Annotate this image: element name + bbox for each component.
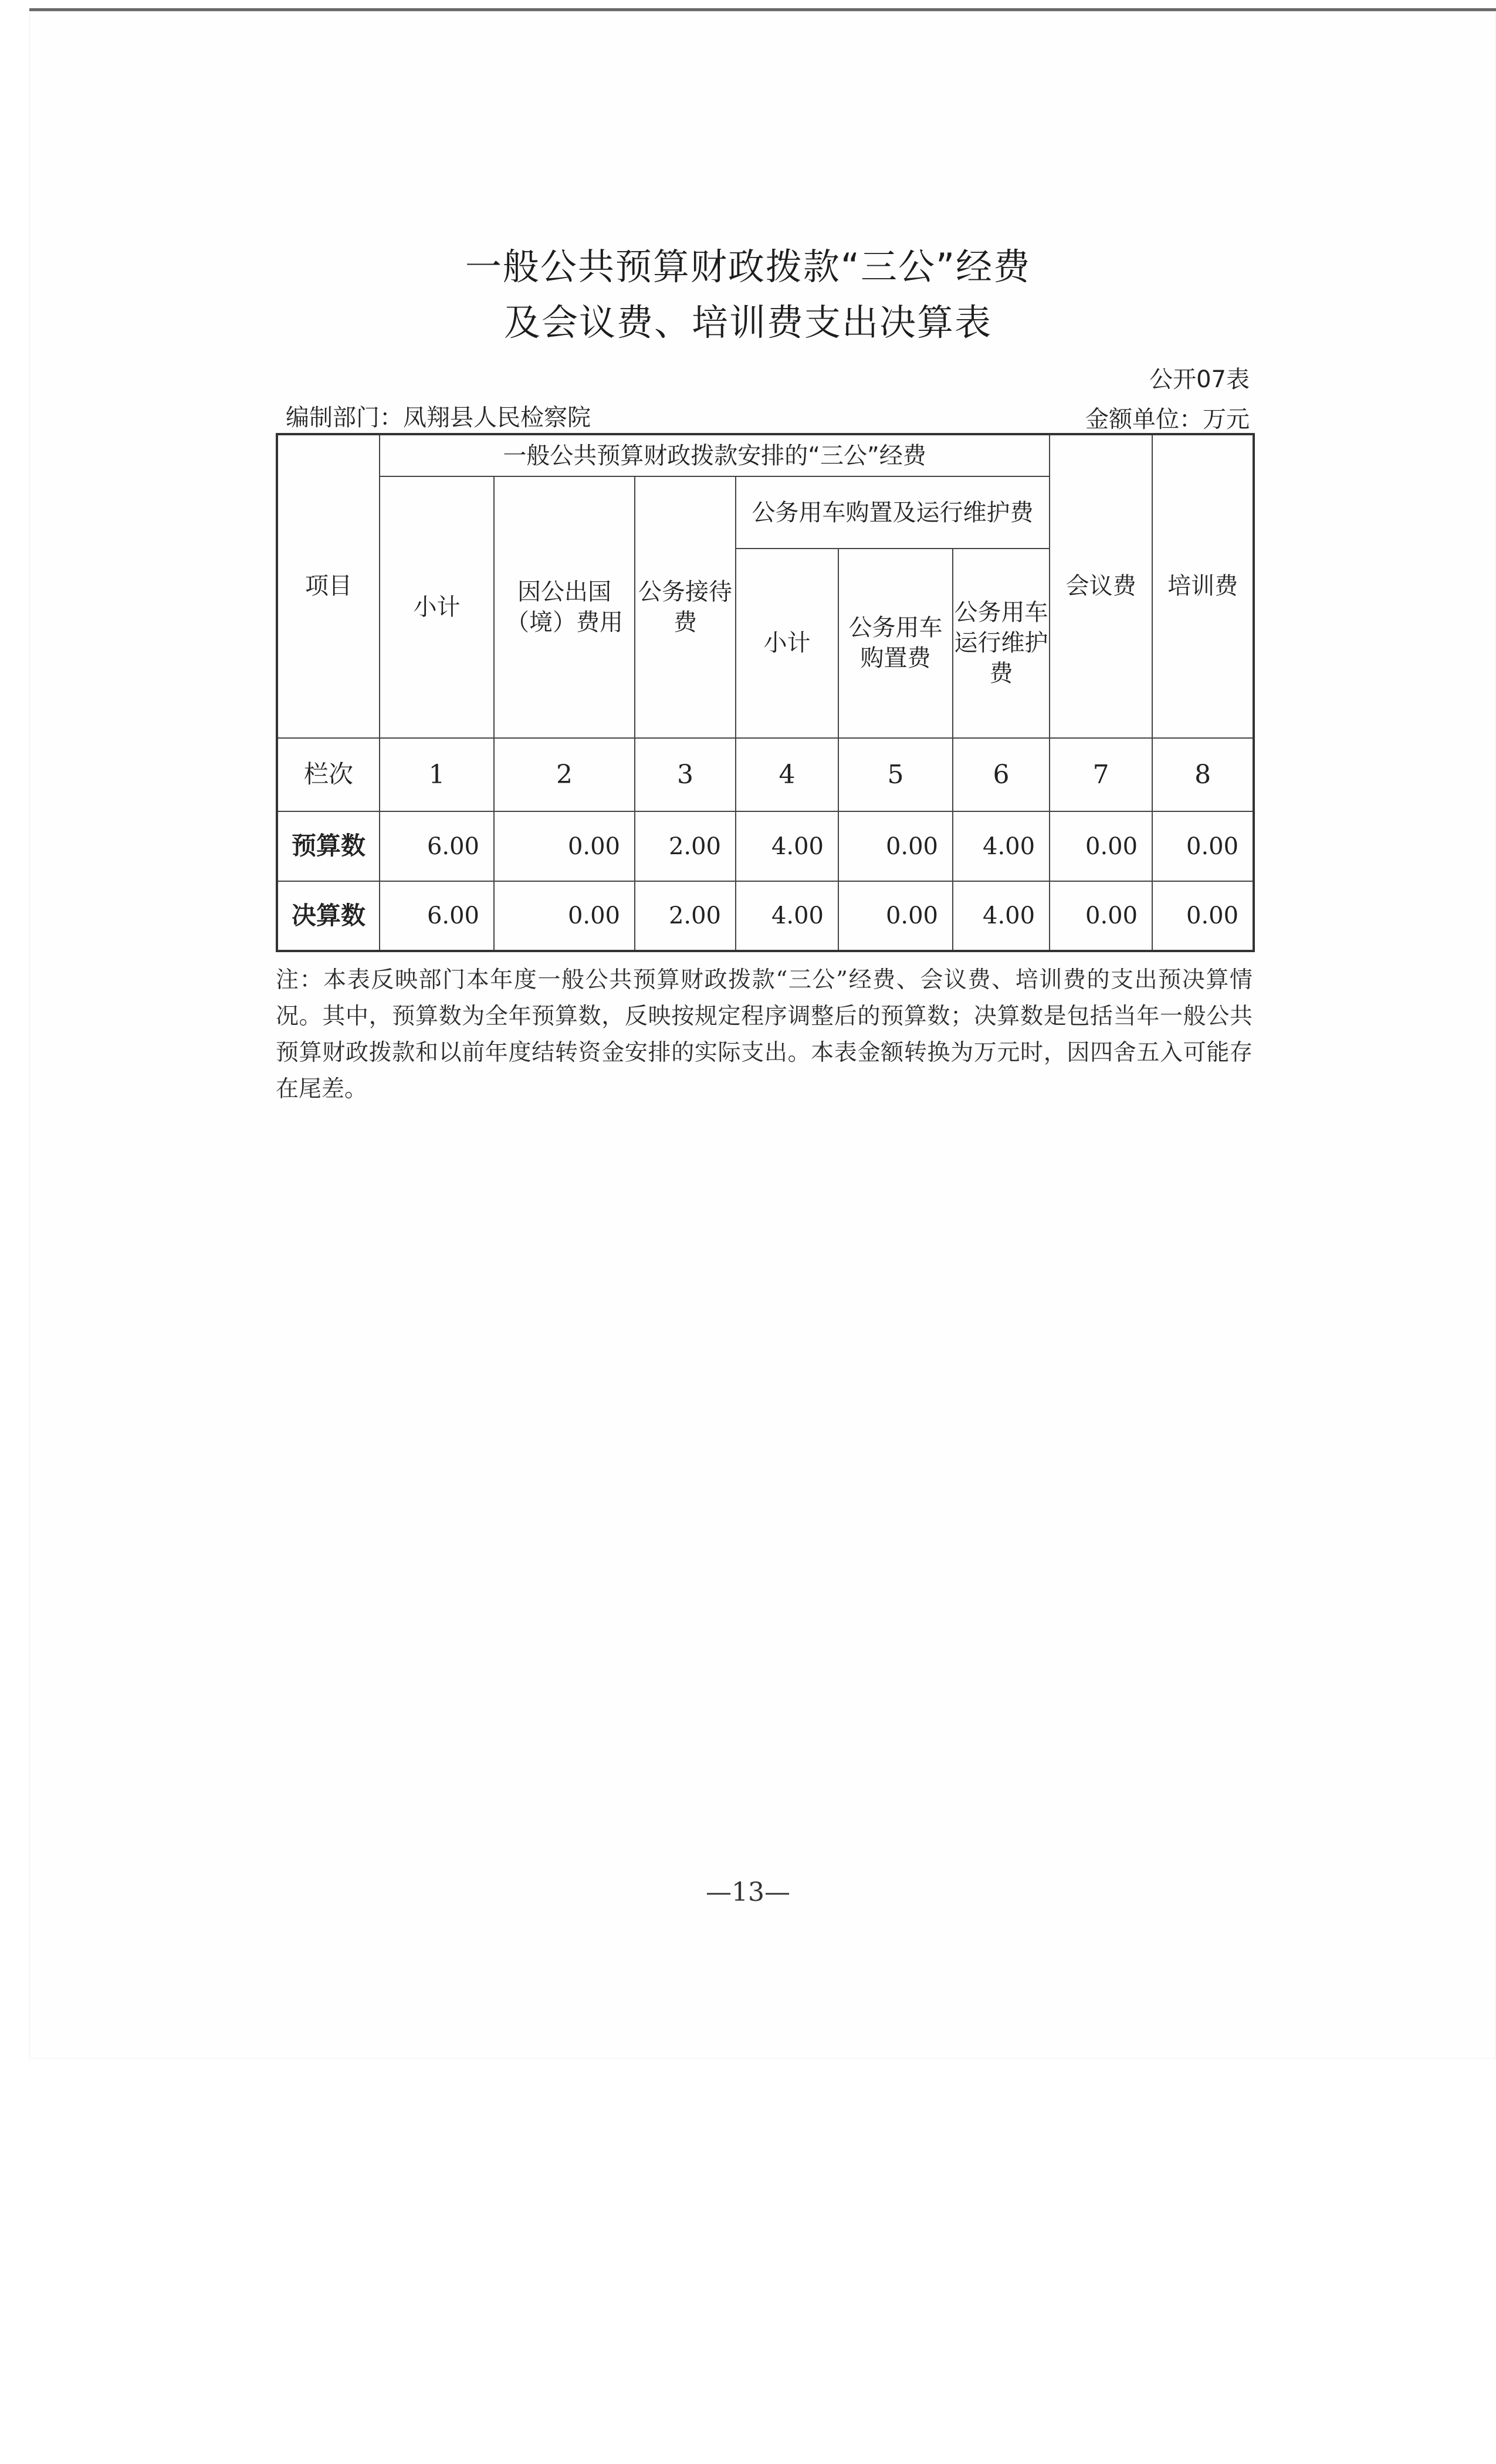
header-vehicle-group: 公务用车购置及运行维护费 bbox=[736, 476, 1050, 549]
index-cell: 1 bbox=[380, 738, 494, 812]
header-training-fee: 培训费 bbox=[1152, 434, 1254, 738]
header-overseas-fee: 因公出国（境）费用 bbox=[494, 476, 635, 737]
index-cell: 8 bbox=[1152, 738, 1254, 812]
final-value: 0.00 bbox=[1152, 881, 1254, 951]
index-row-label: 栏次 bbox=[277, 738, 380, 812]
budget-value: 4.00 bbox=[736, 811, 838, 881]
document-title-line-1: 一般公共预算财政拨款“三公”经费 bbox=[465, 245, 1031, 288]
final-value: 0.00 bbox=[1050, 881, 1152, 951]
table-footnote: 注：本表反映部门本年度一般公共预算财政拨款“三公”经费、会议费、培训费的支出预决算情况。其中，预算数为全年预算数，反映按规定程序调整后的预算数；决算数是包括当年一般公共预算财政拨款和以前年度结转资金安排的实际支出。本表金额转换为万元时，因四舍五入可能存在尾差。 bbox=[276, 967, 1253, 1102]
header-vehicle-purchase: 公务用车购置费 bbox=[838, 549, 953, 737]
final-value: 0.00 bbox=[494, 881, 635, 951]
header-vehicle-subtotal: 小计 bbox=[736, 549, 838, 737]
final-value: 6.00 bbox=[380, 881, 494, 951]
final-row bbox=[277, 881, 1254, 951]
index-cell: 3 bbox=[635, 738, 736, 812]
form-number: 公开07表 bbox=[1149, 366, 1250, 393]
page-number: —13— bbox=[706, 1877, 790, 1907]
final-value: 4.00 bbox=[736, 881, 838, 951]
index-cell: 2 bbox=[494, 738, 635, 812]
index-cell: 4 bbox=[736, 738, 838, 812]
budget-row-label: 预算数 bbox=[277, 811, 380, 881]
budget-value: 0.00 bbox=[494, 811, 635, 881]
index-cell: 5 bbox=[838, 738, 953, 812]
final-row-label: 决算数 bbox=[277, 881, 380, 951]
final-value: 4.00 bbox=[953, 881, 1050, 951]
amount-unit-label: 金额单位：万元 bbox=[1085, 406, 1250, 433]
budget-value: 6.00 bbox=[380, 811, 494, 881]
index-cell: 6 bbox=[953, 738, 1050, 812]
budget-value: 0.00 bbox=[838, 811, 953, 881]
budget-value: 0.00 bbox=[1050, 811, 1152, 881]
document-title-line-2: 及会议费、培训费支出决算表 bbox=[503, 301, 992, 344]
budget-row bbox=[277, 811, 1254, 881]
department-label: 编制部门：凤翔县人民检察院 bbox=[286, 404, 591, 431]
budget-table bbox=[276, 433, 1255, 952]
header-meeting-fee: 会议费 bbox=[1050, 434, 1152, 738]
header-item: 项目 bbox=[277, 434, 380, 738]
header-vehicle-operation: 公务用车运行维护费 bbox=[953, 549, 1050, 737]
final-value: 0.00 bbox=[838, 881, 953, 951]
index-cell: 7 bbox=[1050, 738, 1152, 812]
budget-value: 0.00 bbox=[1152, 811, 1254, 881]
header-reception-fee: 公务接待费 bbox=[635, 476, 736, 737]
header-sangong-group: 一般公共预算财政拨款安排的“三公”经费 bbox=[380, 434, 1050, 476]
budget-value: 2.00 bbox=[635, 811, 736, 881]
index-row bbox=[277, 738, 1254, 812]
budget-value: 4.00 bbox=[953, 811, 1050, 881]
header-subtotal: 小计 bbox=[380, 476, 494, 737]
final-value: 2.00 bbox=[635, 881, 736, 951]
